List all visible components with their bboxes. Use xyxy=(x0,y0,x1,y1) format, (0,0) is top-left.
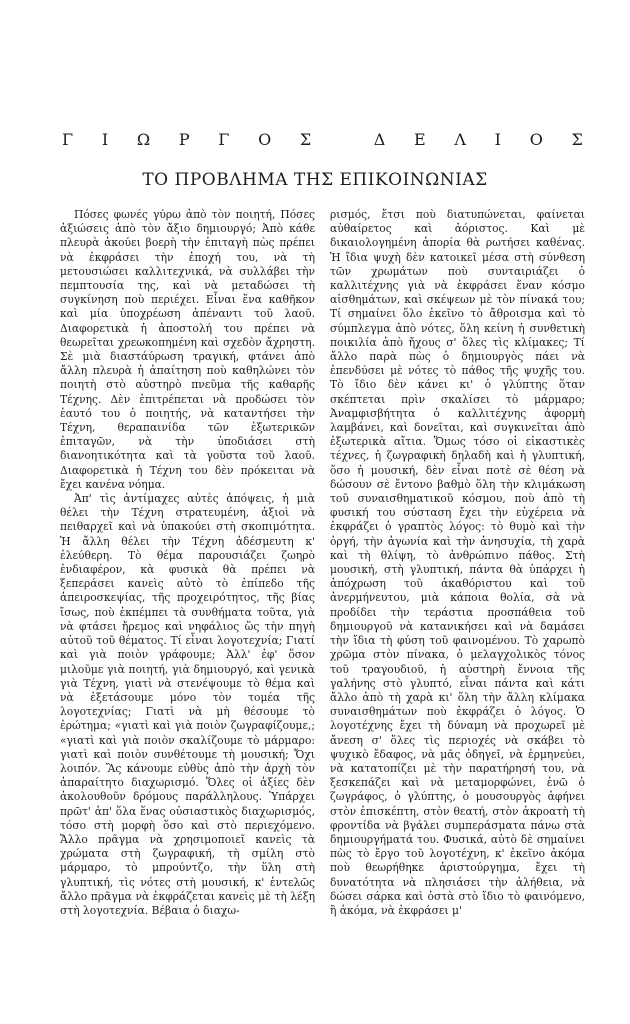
article-title: ΤΟ ΠΡΟΒΛΗΜΑ ΤΗΣ ΕΠΙΚΟΙΝΩΝΙΑΣ xyxy=(142,170,488,190)
author-letter: Δ xyxy=(373,130,387,149)
author-letter: Ρ xyxy=(178,130,191,149)
author-letter: Ε xyxy=(414,130,427,149)
right-column xyxy=(330,208,585,998)
paragraph: ρισμός, ἔτσι ποὺ διατυπώνεται, φαίνεται αὐθαίρετος καὶ ἀόριστος. Καὶ μὲ δικαιολογημένη ἀπορία θὰ ρωτήσει καθένας. Ἡ ἴδια ψυχὴ δὲν κατοικεῖ μέσα στὴ σύνθεση τῶν χρωμάτων ποὺ συνταιριάζει ὁ καλλιτέχνης γιὰ νὰ ἐκφράσει ἕναν κόσμο αἰσθημάτων, καὶ σκέψεων μὲ τὸν πίνακά του; Τί σημαίνει ὅλο ἐκεῖνο τὸ ἄθροισμα καὶ τὸ σύμπλεγμα ἀπὸ νότες, ὅλη κείνη ἡ συνθετικὴ ποικιλία ἀπὸ ἤχους σ' ὅλες τὶς κλίμακες; Τί ἄλλο παρὰ πὼς ὁ δημιουργὸς πάει νὰ ἐπενδύσει μὲ νότες τὸ πάθος τῆς ψυχῆς του. Τὸ ἴδιο δὲν κάνει κι' ὁ γλύπτης ὅταν σκέπτεται πρὶν σκαλίσει τὸ μάρμαρο; Ἀναμφισβήτητα ὁ καλλιτέχνης ἀφορμὴ λαμβάνει, καὶ δονεῖται, καὶ συγκινεῖται ἀπὸ ἐξωτερικὰ αἴτια. Ὅμως τόσο οἱ εἰκαστικὲς τέχνες, ἡ ζωγραφικὴ δηλαδὴ καὶ ἡ γλυπτική, ὅσο ἡ μουσική, δὲν εἶναι ποτὲ σὲ θέση νὰ δώσουν σὲ ἔντονο βαθμὸ ὅλη τὴν κλιμάκωση τοῦ συναισθηματικοῦ κόσμου, ποὺ ἀπὸ τὴ φυσική του σύσταση ἔχει τὴν εὐχέρεια νὰ ἐκφράζει ὁ γραπτὸς λόγος: τὸ θυμὸ καὶ τὴν ὀργή, τὴν ἀγωνία καὶ τὴν ἀνησυχία, τὴ χαρὰ καὶ τὴ θλίψη, τὸ ἀνθρώπινο πάθος. Στὴ μουσική, στὴ γλυπτική, πάντα θὰ ὑπάρχει ἡ ἀπόχρωση τοῦ ἀκαθόριστου καὶ τοῦ ἀνερμήνευτου, μιὰ κάποια θολία, σὰ νὰ προδίδει τὴν τεράστια προσπάθεια τοῦ δημιουργοῦ νὰ κατανικήσει καὶ νὰ δαμάσει τὴν ἴδια τὴ φύση τοῦ φαινομένου. Τὸ χαρωπὸ χρῶμα στὸν πίνακα, ὁ μελαγχολικὸς τόνος τοῦ τραγουδιοῦ, ἡ αὐστηρὴ ἔννοια τῆς γαλήνης στὸ γλυπτό, εἶναι πάντα καὶ κάτι ἄλλο ἀπὸ τὴ χαρὰ κι' ὅλη τὴν ἄλλη κλίμακα συναισθημάτων ποὺ ἐκφράζει ὁ λόγος. Ὁ λογοτέχνης ἔχει τὴ δύναμη νὰ προχωρεῖ μὲ ἄνεση σ' ὅλες τὶς περιοχές νὰ σκάβει τὸ ψυχικὸ ἔδαφος, νὰ μᾶς ὁδηγεῖ, νὰ ἑρμηνεύει, νὰ κατατοπίζει μὲ τὴν παρατήρησή του, νὰ ξεσκεπάζει καὶ νὰ μεταμορφώνει, ἐνῶ ὁ ζωγράφος, ὁ γλύπτης, ὁ μουσουργὸς ἀφήνει στὸν ἐπισκέπτη, στὸν θεατή, στὸν ἀκροατὴ τὴ φροντίδα νὰ βγάλει συμπεράσματα πάνω στὰ δημιουργήματά του. Φυσικά, αὐτὸ δὲ σημαίνει πὼς τὸ ἔργο τοῦ λογοτέχνη, κ' ἐκεῖνο ἀκόμα ποὺ θεωρήθηκε ἀριστούργημα, ἔχει τὴ δυνατότητα νὰ πλησιάσει τὴν ἀλήθεια, νὰ δώσει σάρκα καὶ ὀστὰ στὸ ἴδιο τὸ φαινόμενο, ἢ ἀκόμα, νὰ ἐκφράσει μ' xyxy=(330,208,585,917)
left-column xyxy=(60,208,315,998)
author-letter: Ο xyxy=(258,130,273,149)
paragraph: Ἀπ' τὶς ἀντίμαχες αὐτὲς ἀπόψεις, ἡ μιὰ θέλει τὴν Τέχνη στρατευμένη, ἀξιοὶ νὰ πειθαρχεῖ καὶ νὰ ὑπακούει στὴ σκοπιμότητα. Ἡ ἄλλη θέλει τὴν Τέχνη ἀδέσμευτη κ' ἐλεύθερη. Τὸ θέμα παρουσιάζει ζωηρὸ ἐνδιαφέρον, κὰ φυσικὰ θὰ πρέπει νὰ ξεπεράσει κανεὶς αὐτὸ τὸ ἐπίπεδο τῆς ἀπειροσκεψίας, τῆς προχειρότητος, τῆς βίας ἴσως, ποὺ ἐκπέμπει τὰ συνθήματα τοῦτα, γιὰ νὰ φτάσει ἤρεμος καὶ νηφάλιος ὥς τὴν πηγὴ αὐτοῦ τοῦ θέματος. Τί εἶναι λογοτεχνία; Γιατί καὶ γιὰ ποιὸν γράφουμε; Ἀλλ' ἐφ' ὅσον μιλοῦμε γιὰ ποιητή, γιὰ δημιουργό, καὶ γενικὰ γιὰ Τέχνη, γιατὶ νὰ στενέψουμε τὸ θέμα καὶ νὰ ἐξετάσουμε μόνο τὸν τομέα τῆς λογοτεχνίας; Γιατὶ νὰ μὴ θέσουμε τὸ ἐρώτημα; «γιατὶ καὶ γιὰ ποιὸν ζωγραφίζουμε,; «γιατὶ καὶ γιὰ ποιὸν σκαλίζουμε τὸ μάρμαρο: γιατὶ καὶ ποιὸν συνθέτουμε τὴ μουσική; Ὄχι λοιπόν. Ἂς κάνουμε εὐθὺς ἀπὸ τὴν ἀρχὴ τὸν ἀπαραίτητο διαχωρισμό. Ὅλες οἱ ἀξίες δὲν ἀκολουθοῦν δρόμους παράλληλους. Ὑπάρχει πρῶτ' ἀπ' ὅλα ἕνας οὐσιαστικὸς διαχωρισμός, τόσο στὴ μορφὴ ὅσο καὶ στὸ περιεχόμενο. Ἄλλο πρᾶγμα νὰ χρησιμοποιεῖ κανεὶς τὰ χρώματα στὴ ζωγραφική, τὴ σμίλη στὸ μάρμαρο, τὸ μπρούντζο, τὴν ὕλη στὴ γλυπτική, τὶς νότες στὴ μουσική, κ' ἐντελῶς ἄλλο πρᾶγμα νὰ ἐκφράζεται κανεὶς μὲ τὴ λέξη στὴ λογοτεχνία. Βέβαια ὁ διαχω- xyxy=(60,492,315,917)
author-letter: Ω xyxy=(136,130,152,149)
author-letter: Ι xyxy=(101,130,110,149)
author-letter: Λ xyxy=(454,130,467,149)
author-word-gap xyxy=(340,130,346,149)
author-letter: Σ xyxy=(299,130,313,149)
author-letter: Ο xyxy=(529,130,544,149)
author-letter: Σ xyxy=(571,130,584,149)
author-letter: Ι xyxy=(494,130,502,149)
author-name xyxy=(62,130,584,149)
author-letter: Γ xyxy=(62,130,75,149)
article-body xyxy=(60,208,585,998)
author-letter: Γ xyxy=(218,130,231,149)
paragraph: Πόσες φωνές γύρω ἀπὸ τὸν ποιητή, Πόσες ἀξιώσεις ἀπὸ τὸν ἄξιο δημιουργό; Ἀπὸ κάθε πλευρὰ ἀκούει βοερὴ τὴν ἐπιταγὴ πὼς πρέπει νὰ ἐκφράσει τὴν ἐποχή του, νὰ τὴ μετουσιώσει καλλιτεχνικά, νὰ συλλάβει τὴν πεμπτουσία της, καὶ νὰ μεταδώσει τὴ συγκίνηση ποὺ περιέχει. Εἶναι ἕνα καθῆκον καὶ μία ὑποχρέωση ἀπέναντι τοῦ λαοῦ. Διαφορετικὰ ἡ ἀποστολή του πρέπει νὰ θεωρεῖται χρεωκοπημένη καὶ σχεδὸν ἄχρηστη. Σὲ μιὰ διαστάύρωση τραγική, φτάνει ἀπὸ ἄλλη πλευρὰ ἡ ἀπαίτηση ποὺ καθηλώνει τὸν ποιητὴ στὸ αὐστηρὸ πνεῦμα τῆς καθαρῆς Τέχνης. Δὲν ἐπιτρέπεται νὰ προδώσει τὸν ἑαυτό του ὁ ποιητής, νὰ καταντήσει τὴν Τέχνη, θεραπαινίδα τῶν ἐξωτερικῶν ἐπιταγῶν, νὰ τὴν ὑποδιάσει στὴ διανοητικότητα καὶ τὰ γοῦστα τοῦ λαοῦ. Διαφορετικὰ ἡ Τέχνη του δὲν πρόκειται νὰ ἔχει κανένα νόημα. xyxy=(60,208,315,491)
